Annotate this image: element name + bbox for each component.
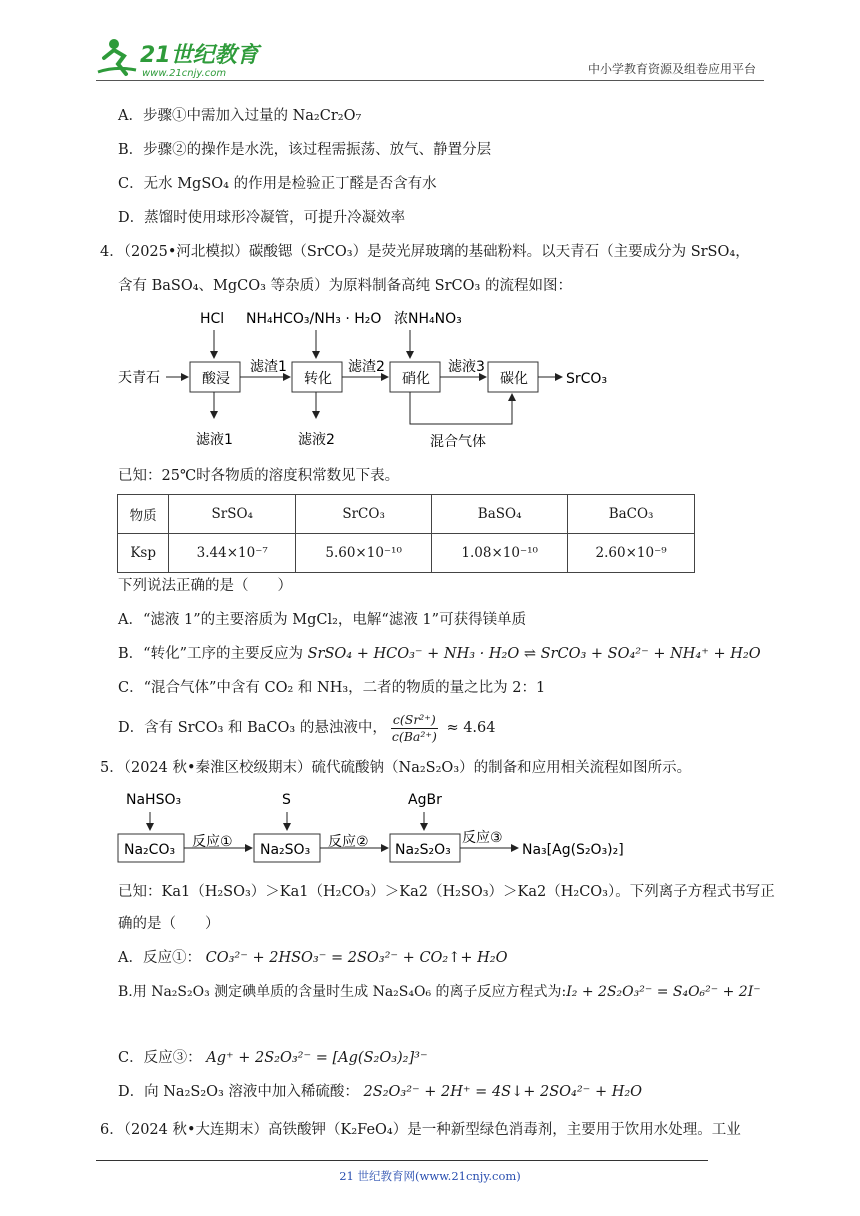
q3-option-a: A．步骤①中需加入过量的 Na₂Cr₂O₇ xyxy=(118,108,362,124)
footer-link[interactable]: 21 世纪教育网(www.21cnjy.com) xyxy=(339,1169,521,1183)
logo xyxy=(96,36,266,80)
q5-known-line1: 已知：Ka1（H₂SO₃）＞Ka1（H₂CO₃）＞Ka2（H₂SO₃）＞Ka2（H₂CO₃）。下列离子方程式书写正 xyxy=(118,884,775,900)
q4-reagent-hcl: HCl xyxy=(200,311,225,327)
table-header-cell: BaCO₃ xyxy=(568,495,695,534)
q4-stem-line2: 含有 BaSO₄、MgCO₃ 等杂质）为原料制备高纯 SrCO₃ 的流程如图： xyxy=(118,278,572,294)
table-row xyxy=(118,495,695,534)
q4-option-a: A．“滤液 1”的主要溶质为 MgCl₂，电解“滤液 1”可获得镁单质 xyxy=(118,612,527,628)
q5-option-a-prefix: A．反应①： xyxy=(118,950,201,966)
table-header-cell: 物质 xyxy=(118,495,169,534)
q4-arrow1-label: 滤渣1 xyxy=(250,359,287,375)
q5-reagent-1: NaHSO₃ xyxy=(126,792,182,808)
q5-stem: 5．（2024 秋•秦淮区校级期末）硫代硫酸钠（Na₂S₂O₃）的制备和应用相关流程如图所示。 xyxy=(100,760,692,776)
header-platform-text: 中小学教育资源及组卷应用平台 xyxy=(587,62,756,76)
q4-box3-label: 硝化 xyxy=(402,371,430,387)
ksp-table xyxy=(117,494,695,573)
q5-option-a-equation: CO₃²⁻ + 2HSO₃⁻ = 2SO₃²⁻ + CO₂↑+ H₂O xyxy=(205,950,508,966)
q6-stem: 6．（2024 秋•大连期末）高铁酸钾（K₂FeO₄）是一种新型绿色消毒剂，主要用于饮用水处理。工业 xyxy=(100,1122,741,1138)
table-header-cell: SrCO₃ xyxy=(296,495,432,534)
footer-rule xyxy=(96,1160,708,1161)
q4-flow-diagram xyxy=(110,302,630,458)
q5-arrow3-label: 反应③ xyxy=(462,830,503,846)
table-row xyxy=(118,534,695,573)
q4-box2-label: 转化 xyxy=(304,371,332,387)
q5-option-d xyxy=(118,1082,642,1102)
q4-option-c: C．“混合气体”中含有 CO₂ 和 NH₃，二者的物质的量之比为 2：1 xyxy=(118,680,546,696)
q4-reagent-3: 浓NH₄NO₃ xyxy=(394,311,462,327)
q4-out1: 滤液1 xyxy=(196,432,233,448)
q4-ask: 下列说法正确的是（ ） xyxy=(118,578,292,594)
q5-box1-label: Na₂CO₃ xyxy=(124,842,176,858)
table-cell: 1.08×10⁻¹⁰ xyxy=(432,534,568,573)
fraction-numerator: c(Sr²⁺) xyxy=(392,711,436,727)
q4-known: 已知：25℃时各物质的溶度积常数见下表。 xyxy=(118,468,400,484)
table-header-cell: BaSO₄ xyxy=(432,495,568,534)
q3-option-d: D．蒸馏时使用球形冷凝管，可提升冷凝效率 xyxy=(118,210,406,226)
q5-product: Na₃[Ag(S₂O₃)₂] xyxy=(522,842,624,858)
q4-start: 天青石 xyxy=(118,370,160,386)
runner-icon xyxy=(96,36,266,80)
q4-reagent-2: NH₄HCO₃/NH₃ · H₂O xyxy=(246,311,382,327)
q5-flow-diagram xyxy=(110,786,650,876)
q4-option-d-fraction xyxy=(390,712,439,745)
q4-option-d-value: ≈ 4.64 xyxy=(446,720,496,736)
q5-box3-label: Na₂S₂O₃ xyxy=(395,842,451,858)
q5-option-a xyxy=(118,948,508,968)
logo-text: 21世纪教育 xyxy=(140,43,259,68)
q4-product: SrCO₃ xyxy=(566,371,608,387)
q4-arrow2-label: 滤渣2 xyxy=(348,359,385,375)
q5-arrow1-label: 反应① xyxy=(192,834,233,850)
table-header-cell: SrSO₄ xyxy=(169,495,296,534)
q4-box1-label: 酸浸 xyxy=(202,371,230,387)
q5-arrow2-label: 反应② xyxy=(328,834,369,850)
q5-option-c-prefix: C．反应③： xyxy=(118,1050,202,1066)
q4-option-b xyxy=(118,644,761,664)
q4-option-b-prefix: B．“转化”工序的主要反应为 xyxy=(118,646,303,662)
q5-option-b-equation: I₂ + 2S₂O₃²⁻ = S₄O₆²⁻ + 2I⁻ xyxy=(566,984,761,1000)
q5-box2-label: Na₂SO₃ xyxy=(260,842,311,858)
logo-url: www.21cnjy.com xyxy=(142,68,227,79)
q5-known-line2: 确的是（ ） xyxy=(118,916,220,932)
q5-option-b-prefix: B.用 Na₂S₂O₃ 测定碘单质的含量时生成 Na₂S₄O₆ 的离子反应方程式为: xyxy=(118,984,567,1000)
fraction-denominator: c(Ba²⁺) xyxy=(391,728,437,744)
table-cell: 5.60×10⁻¹⁰ xyxy=(296,534,432,573)
q5-reagent-3: AgBr xyxy=(408,792,442,808)
header-rule xyxy=(96,80,764,81)
q3-option-c: C．无水 MgSO₄ 的作用是检验正丁醛是否含有水 xyxy=(118,176,437,192)
q4-out2: 滤液2 xyxy=(298,432,335,448)
q4-box4-label: 碳化 xyxy=(500,371,528,387)
q5-option-b xyxy=(118,982,761,1002)
q5-reagent-2: S xyxy=(282,792,291,808)
q3-option-b: B．步骤②的操作是水洗，该过程需振荡、放气、静置分层 xyxy=(118,142,492,158)
q4-stem-line1: 4．（2025•河北模拟）碳酸锶（SrCO₃）是荧光屏玻璃的基础粉料。以天青石（主要成分为 SrSO₄， xyxy=(100,244,750,260)
table-cell: 3.44×10⁻⁷ xyxy=(169,534,296,573)
q4-arrow3-label: 滤液3 xyxy=(448,359,485,375)
q5-option-c xyxy=(118,1048,428,1068)
q4-option-b-equation: SrSO₄ + HCO₃⁻ + NH₃ · H₂O ⇌ SrCO₃ + SO₄²⁻ + NH₄⁺ + H₂O xyxy=(307,646,761,662)
table-row-label: Ksp xyxy=(118,534,169,573)
q4-option-d-prefix: D．含有 SrCO₃ 和 BaCO₃ 的悬浊液中， xyxy=(118,720,387,736)
q4-option-d xyxy=(118,708,496,748)
q5-option-d-equation: 2S₂O₃²⁻ + 2H⁺ = 4S↓+ 2SO₄²⁻ + H₂O xyxy=(363,1084,643,1100)
q5-option-d-prefix: D．向 Na₂S₂O₃ 溶液中加入稀硫酸： xyxy=(118,1084,359,1100)
q4-gas: 混合气体 xyxy=(430,434,486,450)
table-cell: 2.60×10⁻⁹ xyxy=(568,534,695,573)
q5-option-c-equation: Ag⁺ + 2S₂O₃²⁻ = [Ag(S₂O₃)₂]³⁻ xyxy=(206,1050,428,1066)
